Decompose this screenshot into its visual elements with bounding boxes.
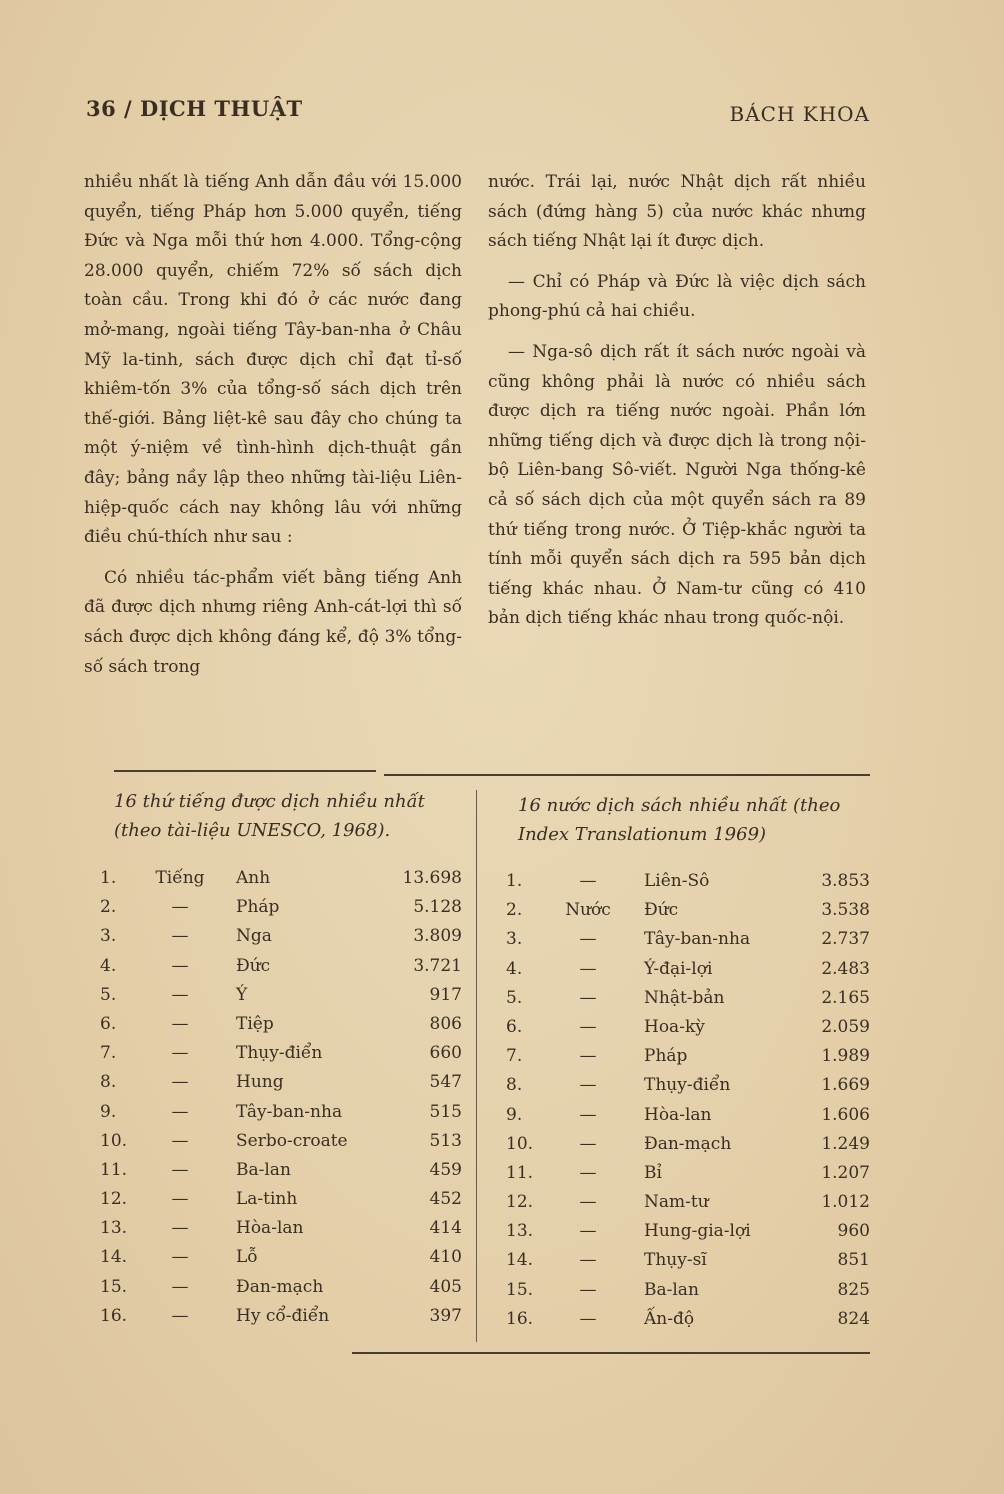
rank-cell: 10. [100,1130,128,1151]
rank-cell: 4. [506,958,523,979]
prefix-cell: — [579,1279,597,1300]
left-table [100,868,462,1335]
prefix-cell: — [171,1305,189,1326]
name-cell: Pháp [644,1046,688,1067]
value-cell: 459 [429,1159,462,1180]
name-cell: Lỗ [236,1247,258,1268]
left-table-caption [114,787,469,845]
name-cell: Tây-ban-nha [236,1101,343,1122]
caption-line: 16 nước dịch sách nhiều nhất (theo [518,795,841,816]
caption-line: 16 thứ tiếng được dịch nhiều nhất [114,791,425,812]
rank-cell: 4. [100,955,117,976]
value-cell: 410 [429,1247,462,1268]
table-row [100,1160,462,1189]
caption-line: (theo tài-liệu UNESCO, 1968). [114,820,391,841]
prefix-cell: — [579,871,597,891]
table-row [506,988,870,1017]
prefix-cell: — [171,984,189,1005]
prefix-cell: — [579,1192,597,1213]
rank-cell: 1. [100,868,117,888]
paragraph: nhiều nhất là tiếng Anh dẫn đầu với 15.000 quyển, tiếng Pháp hơn 5.000 quyển, tiếng Đức và Nga mỗi thứ hơn 4.000. Tổng-cộng 28.000 quyển, chiếm 72% số sách dịch toàn cầu. Trong khi đó ở các nước đang mở-mang, ngoài tiếng Tây-ban-nha ở Châu Mỹ la-tinh, sách được dịch chỉ đạt tỉ-số khiêm-tốn 3% của tổng-số sách dịch trên thế-giới. Bảng liệt-kê sau đây cho chúng ta một ý-niệm về tình-hình dịch-thuật gần đây; bảng nầy lập theo những tài-liệu Liên-hiệp-quốc cách nay không lâu với những điều chú-thích như sau : [84,172,462,548]
name-cell: Anh [236,868,271,888]
table-top-rule-right [384,774,870,776]
value-cell: 547 [429,1072,462,1093]
value-cell: 2.059 [821,1016,870,1037]
rank-cell: 8. [100,1072,117,1093]
table-row [506,1046,870,1075]
prefix-cell: — [171,1218,189,1239]
value-cell: 824 [837,1308,870,1329]
table-row [100,985,462,1014]
name-cell: Ấn-độ [644,1308,695,1329]
name-cell: Đức [236,955,271,976]
prefix-cell: — [579,987,597,1008]
table-row [100,1014,462,1043]
rank-cell: 3. [100,926,117,947]
rank-cell: 14. [506,1250,534,1271]
rank-cell: 6. [100,1013,117,1034]
table-row [100,897,462,926]
name-cell: Tây-ban-nha [644,929,751,950]
name-cell: Ý-đại-lợi [644,958,713,979]
table-row [506,871,870,900]
value-cell: 515 [429,1101,462,1122]
prefix-cell: — [171,955,189,976]
name-cell: Ba-lan [644,1279,699,1300]
prefix-cell: — [579,1133,597,1154]
table-row [100,1131,462,1160]
name-cell: Pháp [236,897,280,918]
table-row [506,929,870,958]
prefix-cell: — [171,1072,189,1093]
table-row [506,1192,870,1221]
rank-cell: 13. [506,1221,534,1242]
prefix-cell: — [171,1101,189,1122]
prefix-cell: — [579,1104,597,1125]
table-row [100,1306,462,1335]
table-row [506,1134,870,1163]
body-column-right [488,168,866,645]
rank-cell: 7. [100,1043,117,1064]
table-divider [476,790,477,1342]
prefix-cell: Nước [565,900,611,921]
prefix-cell: — [579,1016,597,1037]
rank-cell: 8. [506,1075,523,1096]
name-cell: Nga [236,926,272,947]
value-cell: 825 [837,1279,870,1300]
table-row [100,956,462,985]
prefix-cell: — [171,1013,189,1034]
name-cell: Nhật-bản [644,987,725,1008]
value-cell: 1.606 [821,1104,870,1125]
table-row [100,1043,462,1072]
page-header [86,96,870,126]
rank-cell: 16. [100,1305,128,1326]
rank-cell: 3. [506,929,523,950]
table-row [100,1102,462,1131]
prefix-cell: — [579,1308,597,1329]
value-cell: 660 [429,1043,462,1064]
value-cell: 1.989 [821,1046,870,1067]
name-cell: Nam-tư [644,1192,709,1213]
table-row [506,1105,870,1134]
table-row [100,1189,462,1218]
table-row [100,868,462,897]
value-cell: 1.669 [821,1075,870,1096]
table-row [506,1280,870,1309]
value-cell: 2.737 [821,929,870,950]
table-row [506,1309,870,1338]
prefix-cell: — [579,1162,597,1183]
table-row [100,1247,462,1276]
table-row [506,1075,870,1104]
value-cell: 806 [429,1013,462,1034]
paragraph: Có nhiều tác-phẩm viết bằng tiếng Anh đã được dịch nhưng riêng Anh-cát-lợi thì số sách được dịch không đáng kể, độ 3% tổng-số sách trong [84,567,462,677]
right-table-caption [518,791,878,849]
rank-cell: 9. [100,1101,117,1122]
name-cell: Hy cổ-điển [236,1305,330,1326]
value-cell: 414 [429,1218,462,1239]
rank-cell: 12. [506,1192,534,1213]
value-cell: 452 [429,1189,462,1210]
name-cell: Hòa-lan [236,1218,304,1239]
rank-cell: 1. [506,871,523,891]
page-number-section: 36 / DỊCH THUẬT [86,96,303,121]
rank-cell: 14. [100,1247,128,1268]
magazine-title: BÁCH KHOA [729,102,870,126]
name-cell: Đan-mạch [644,1133,732,1154]
rank-cell: 6. [506,1016,523,1037]
rank-cell: 10. [506,1133,534,1154]
rank-cell: 2. [100,897,117,918]
name-cell: Ý [236,984,248,1005]
name-cell: Hung [236,1072,284,1093]
prefix-cell: — [171,1043,189,1064]
rank-cell: 11. [506,1162,534,1183]
rank-cell: 9. [506,1104,523,1125]
value-cell: 397 [429,1305,462,1326]
rank-cell: 11. [100,1159,128,1180]
prefix-cell: — [579,1075,597,1096]
rank-cell: 5. [100,984,117,1005]
value-cell: 1.249 [821,1133,870,1154]
name-cell: Đức [644,900,679,921]
table-top-rule-left [114,770,376,772]
value-cell: 851 [837,1250,870,1271]
value-cell: 13.698 [402,868,462,888]
prefix-cell: — [171,1247,189,1268]
value-cell: 3.721 [413,955,462,976]
paragraph: — Chỉ có Pháp và Đức là việc dịch sách phong-phú cả hai chiều. [488,271,866,322]
name-cell: Thụy-sĩ [644,1250,707,1271]
right-table [506,871,870,1338]
value-cell: 2.165 [821,987,870,1008]
body-column-left [84,168,462,693]
rank-cell: 7. [506,1046,523,1067]
prefix-cell: — [579,1221,597,1242]
table-row [100,1218,462,1247]
name-cell: La-tinh [236,1189,298,1210]
table-row [506,1163,870,1192]
value-cell: 2.483 [821,958,870,979]
table-row [506,1017,870,1046]
value-cell: 960 [837,1221,870,1242]
caption-line: Index Translationum 1969) [518,824,767,845]
rank-cell: 15. [506,1279,534,1300]
name-cell: Hung-gia-lợi [644,1221,751,1242]
table-row [506,1250,870,1279]
value-cell: 3.809 [413,926,462,947]
prefix-cell: Tiếng [155,868,205,888]
value-cell: 1.207 [821,1162,870,1183]
prefix-cell: — [579,958,597,979]
value-cell: 5.128 [413,897,462,918]
rank-cell: 13. [100,1218,128,1239]
prefix-cell: — [579,929,597,950]
value-cell: 917 [429,984,462,1005]
prefix-cell: — [171,1189,189,1210]
table-row [506,900,870,929]
prefix-cell: — [171,1276,189,1297]
name-cell: Serbo-croate [236,1130,348,1151]
paragraph: — Nga-sô dịch rất ít sách nước ngoài và cũng không phải là nước có nhiều sách được dịch ra tiếng nước ngoài. Phần lớn những tiếng dịch và được dịch là trong nội-bộ Liên-bang Sô-viết. Người Nga thống-kê cả số sách dịch của một quyển sách ra 89 thứ tiếng trong nước. Ở Tiệp-khắc người ta tính mỗi quyển sách dịch ra 595 bản dịch tiếng khác nhau. Ở Nam-tư cũng có 410 bản dịch tiếng khác nhau trong quốc-nội. [488,341,866,629]
value-cell: 3.853 [821,871,870,891]
prefix-cell: — [171,897,189,918]
name-cell: Ba-lan [236,1159,291,1180]
name-cell: Thụy-điển [236,1043,323,1064]
name-cell: Hòa-lan [644,1104,712,1125]
name-cell: Bỉ [644,1162,662,1183]
rank-cell: 2. [506,900,523,921]
name-cell: Thụy-điển [644,1075,731,1096]
prefix-cell: — [171,926,189,947]
prefix-cell: — [579,1250,597,1271]
table-row [100,1072,462,1101]
table-row [100,926,462,955]
table-row [100,1277,462,1306]
value-cell: 3.538 [821,900,870,921]
prefix-cell: — [171,1159,189,1180]
rank-cell: 5. [506,987,523,1008]
rank-cell: 12. [100,1189,128,1210]
name-cell: Liên-Sô [644,871,710,891]
name-cell: Hoa-kỳ [644,1016,705,1037]
name-cell: Tiệp [236,1013,274,1034]
table-row [506,959,870,988]
rank-cell: 15. [100,1276,128,1297]
prefix-cell: — [579,1046,597,1067]
value-cell: 405 [429,1276,462,1297]
prefix-cell: — [171,1130,189,1151]
table-bottom-rule [352,1352,870,1354]
paragraph: nước. Trái lại, nước Nhật dịch rất nhiều sách (đứng hàng 5) của nước khác nhưng sách tiếng Nhật lại ít được dịch. [488,172,866,252]
table-row [506,1221,870,1250]
name-cell: Đan-mạch [236,1276,324,1297]
value-cell: 1.012 [821,1192,870,1213]
rank-cell: 16. [506,1308,534,1329]
value-cell: 513 [429,1130,462,1151]
